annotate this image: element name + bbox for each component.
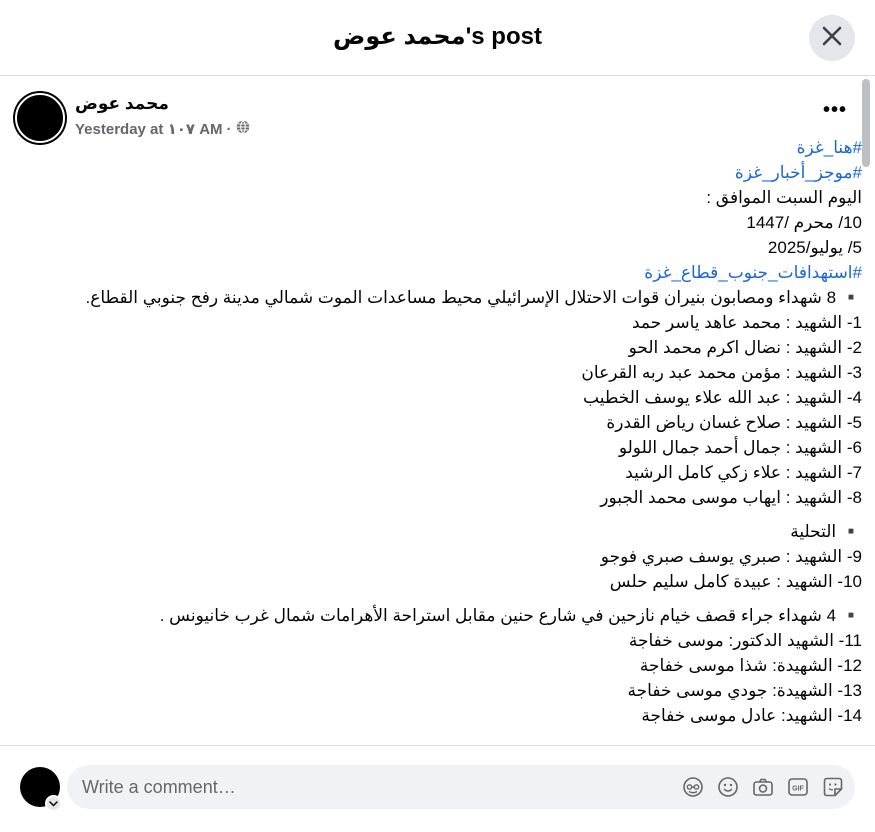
camera-icon[interactable] [752, 776, 774, 798]
avatar-sticker-icon[interactable] [682, 776, 704, 798]
comment-composer [0, 745, 875, 832]
post-line: ▪️ 8 شهداء ومصابون بنيران قوات الاحتلال الإسرائيلي محيط مساعدات الموت شمالي مدينة رفح جنوبي القطاع. [85, 288, 862, 307]
emoji-icon[interactable] [717, 776, 739, 798]
svg-text:GIF: GIF [792, 785, 804, 793]
post-line: 14- الشهيد: عادل موسى خفاجة [641, 706, 862, 725]
meta-separator: · [226, 120, 232, 138]
author-name[interactable]: محمد عوض [75, 94, 169, 113]
post-line: 1- الشهيد : محمد عاهد ياسر حمد [632, 313, 862, 332]
scrollbar[interactable] [859, 77, 871, 745]
dialog-header [0, 0, 875, 76]
post-content-area [0, 77, 875, 745]
post-line: 5/ يوليو/2025 [767, 238, 862, 257]
post-line: ▪️ التحلية [790, 522, 862, 541]
post-line: 6- الشهيد : جمال أحمد جمال اللولو [618, 438, 862, 457]
post-line: 3- الشهيد : مؤمن محمد عبد ربه القرعان [581, 363, 862, 382]
post-line: 4- الشهيد : عبد الله علاء يوسف الخطيب [583, 388, 862, 407]
post-line: 5- الشهيد : صلاح غسان رياض القدرة [606, 413, 862, 432]
comment-box[interactable] [67, 765, 855, 809]
more-options-icon[interactable]: ••• [823, 99, 848, 121]
dialog-title: محمد عوض's post [333, 23, 542, 50]
chevron-down-icon[interactable] [45, 795, 62, 812]
comment-input[interactable] [82, 765, 662, 809]
close-icon [821, 25, 843, 52]
post-line: 7- الشهيد : علاء زكي كامل الرشيد [625, 463, 862, 482]
gif-icon[interactable] [787, 776, 809, 798]
post-line: ▪️ 4 شهداء جراء قصف خيام نازحين في شارع حنين مقابل استراحة الأهرامات شمال غرب خانيونس . [159, 606, 862, 625]
post-line: 11- الشهيد الدكتور: موسى خفاجة [628, 631, 862, 650]
post-text [20, 135, 862, 728]
hashtag-link[interactable]: #هنا_غزة [796, 138, 862, 157]
post-line: 8- الشهيد : ايهاب موسى محمد الجبور [600, 488, 862, 507]
scrollbar-thumb[interactable] [862, 79, 870, 167]
post-line: 2- الشهيد : نضال اكرم محمد الحو [628, 338, 862, 357]
sticker-icon[interactable] [822, 776, 844, 798]
post-line: 10/ محرم /1447 [746, 213, 862, 232]
post-line: 9- الشهيد : صبري يوسف صبري فوجو [600, 547, 862, 566]
post-line: اليوم السبت الموافق : [706, 188, 862, 207]
post-timestamp[interactable]: Yesterday at ١٠٧ AM [75, 121, 223, 138]
paragraph-gap [20, 594, 862, 603]
paragraph-gap [20, 510, 862, 519]
post-line: 10- الشهيد : عبيدة كامل سليم حلس [609, 572, 862, 591]
post-line: 12- الشهيدة: شذا موسى خفاجة [639, 656, 862, 675]
post-line: 13- الشهيدة: جودي موسى خفاجة [627, 681, 862, 700]
hashtag-link[interactable]: #استهدافات_جنوب_قطاع_غزة [644, 263, 862, 282]
hashtag-link[interactable]: #موجز_أخبار_غزة [734, 163, 862, 182]
close-button[interactable] [809, 15, 855, 61]
